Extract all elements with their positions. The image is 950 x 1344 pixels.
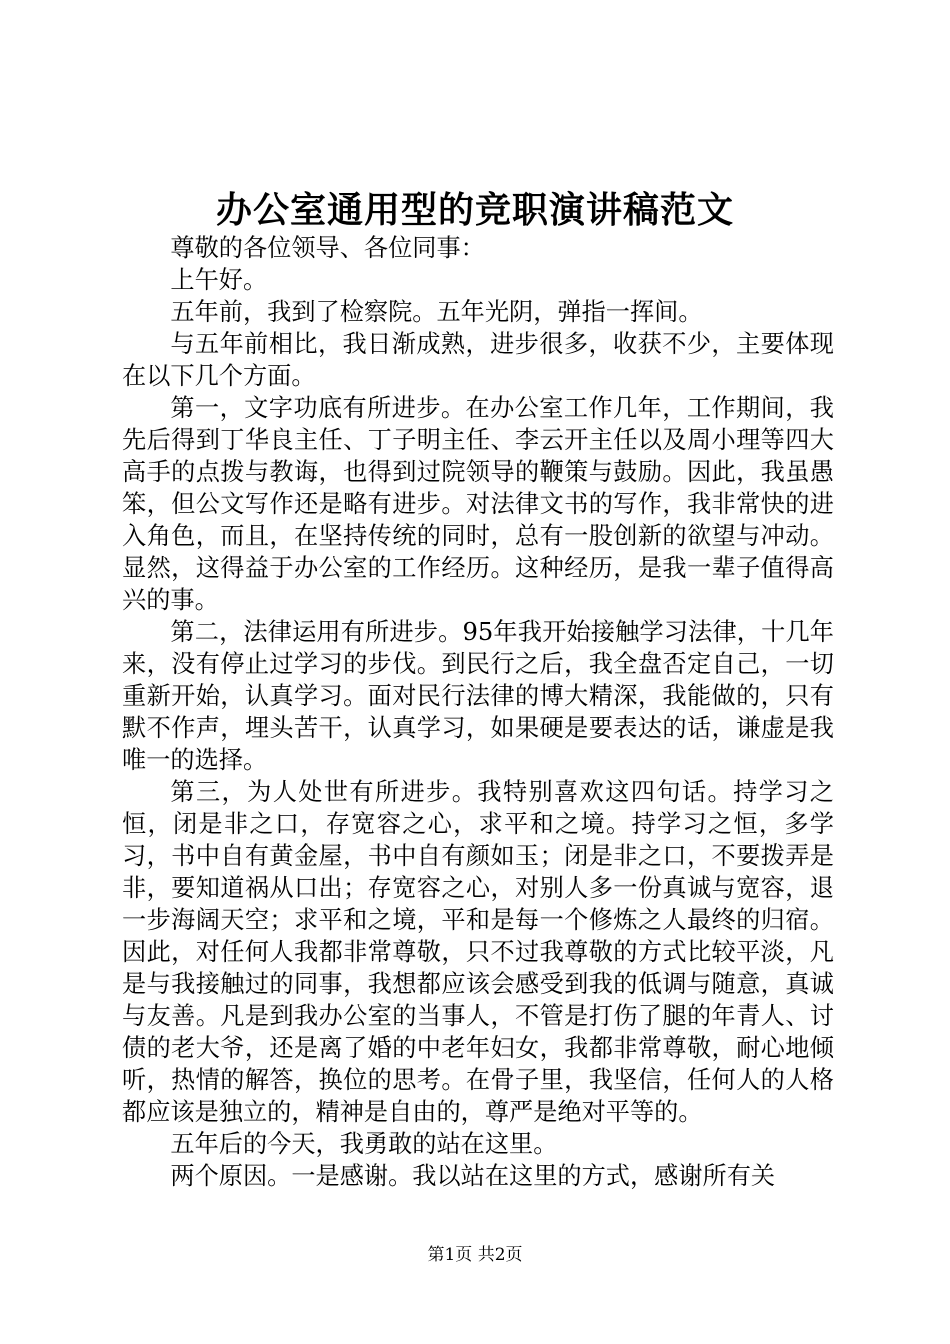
paragraph-second-point: 第二，法律运用有所进步。95年我开始接触学习法律，十几年来，没有停止过学习的步伐。到民行之后，我全盘否定自己，一切重新开始，认真学习。面对民行法律的博大精深，我能做的，只有默不作声，埋头苦干，认真学习，如果硬是要表达的话，谦虚是我唯一的选择。 [122,618,834,774]
paragraph-salutation: 尊敬的各位领导、各位同事： [170,234,485,262]
paragraph-reasons: 两个原因。一是感谢。我以站在这里的方式，感谢所有关 [170,1162,776,1190]
paragraph-greeting: 上午好。 [170,266,268,294]
paragraph-third-point: 第三，为人处世有所进步。我特别喜欢这四句话。持学习之恒，闭是非之口，存宽容之心，求平和之境。持学习之恒，多学习，书中自有黄金屋，书中自有颜如玉；闭是非之口，不要拨弄是非，要知道祸从口出；存宽容之心，对别人多一份真诚与宽容，退一步海阔天空；求平和之境，平和是每一个修炼之人最终的归宿。因此，对任何人我都非常尊敬，只不过我尊敬的方式比较平淡，凡是与我接触过的同事，我想都应该会感受到我的低调与随意，真诚与友善。凡是到我办公室的当事人，不管是打伤了腿的年青人、讨债的老大爷，还是离了婚的中老年妇女，我都非常尊敬，耐心地倾听，热情的解答，换位的思考。在骨子里，我坚信，任何人的人格都应该是独立的，精神是自由的，尊严是绝对平等的。 [122,778,834,1126]
paragraph-first-point: 第一，文字功底有所进步。在办公室工作几年，工作期间，我先后得到丁华良主任、丁子明主任、李云开主任以及周小理等四大高手的点拨与教诲，也得到过院领导的鞭策与鼓励。因此，我虽愚笨，但公文写作还是略有进步。对法律文书的写作，我非常快的进入角色，而且，在坚持传统的同时，总有一股创新的欲望与冲动。显然，这得益于办公室的工作经历。这种经历，是我一辈子值得高兴的事。 [122,394,834,614]
paragraph-overview: 与五年前相比，我日渐成熟，进步很多，收获不少，主要体现在以下几个方面。 [122,330,834,390]
document-body [122,232,834,1192]
page-footer: 第1页 共2页 [427,1245,523,1265]
document-title: 办公室通用型的竞职演讲稿范文 [215,189,734,231]
paragraph-intro: 五年前，我到了检察院。五年光阴，弹指一挥间。 [170,298,703,326]
paragraph-today: 五年后的今天，我勇敢的站在这里。 [170,1130,558,1158]
